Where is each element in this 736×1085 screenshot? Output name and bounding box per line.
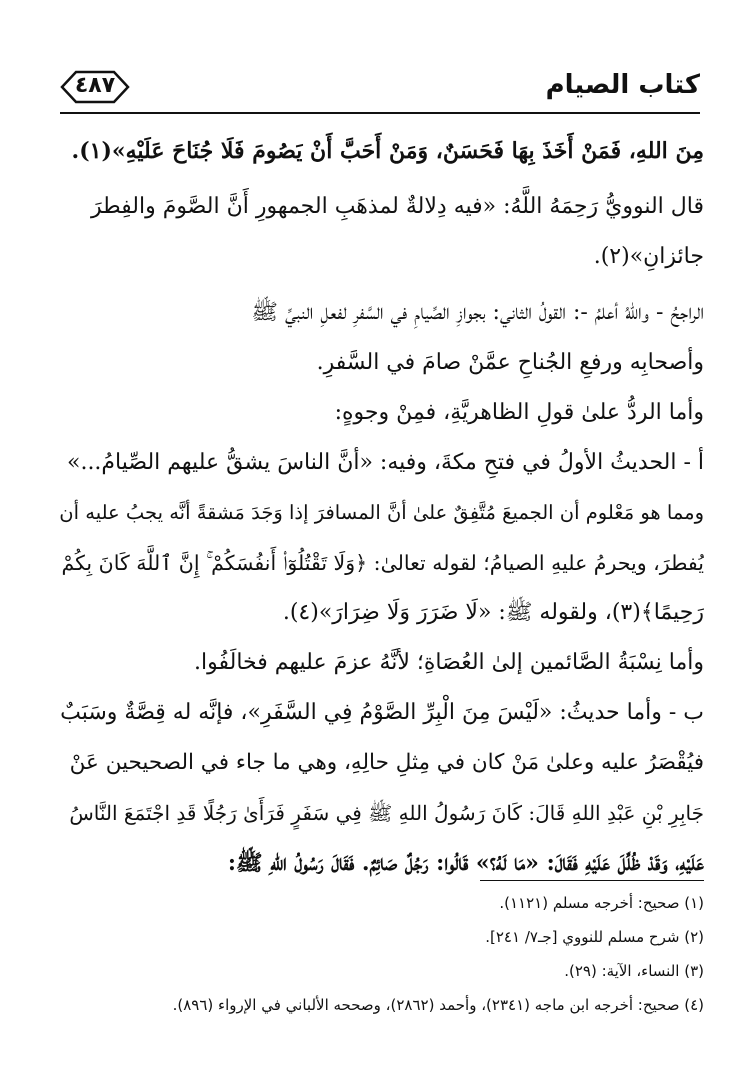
text-line: الراجحُ - واللهُ أعلمُ -: القولُ الثاني: بجوازِ الصِّيامِ في السَّفرِ لفعلِ النبيِّ ﷺ (251, 300, 704, 325)
text-line: وأما الردُّ علىٰ قولِ الظاهريَّةِ، فمِنْ وجوهٍ: (334, 400, 704, 425)
text-line: عَلَيْهِ، وَقَدْ ظُلِّلَ عَلَيْهِ فَقَالَ: «مَا لَهُ؟» قَالُوا: رَجُلٌ صَائِمٌ. فَقَالَ رَسُولُ اللهِ ﷺ: (227, 850, 704, 876)
text-line: فيُقْصَرُ عليه وعلىٰ مَنْ كان في مِثلِ حالِهِ، وهي ما جاء في الصحيحين عَنْ (69, 750, 704, 775)
main-text (56, 126, 704, 888)
text-line: قال النوويُّ رَحِمَهُ اللَّهُ: «فيه دِلالةٌ لمذهَبِ الجمهورِ أَنَّ الصَّومَ والفِطرَ (90, 194, 704, 219)
header-divider (60, 112, 700, 114)
text-line: رَحِيمًا﴾(٣)، ولقوله ﷺ: «لَا ضَرَرَ وَلَا ضِرَارَ»(٤). (282, 600, 704, 625)
footnote: (١) صحيح: أخرجه مسلم (١١٢١). (499, 894, 704, 912)
footnote-divider (480, 880, 704, 881)
footnote: (٢) شرح مسلم للنووي [جـ٧/ ٢٤١]. (485, 928, 704, 946)
text-line: جَابِرِ بْنِ عَبْدِ اللهِ قَالَ: كَانَ رَسُولُ اللهِ ﷺ فِي سَفَرٍ فَرَأَىٰ رَجُلًا قَدِ اجْتَمَعَ النَّاسُ (69, 801, 704, 825)
text-line: أ - الحديثُ الأولُ في فتحِ مكةَ، وفيه: «أنَّ الناسَ يشقُّ عليهم الصِّيامُ...» (66, 450, 704, 475)
footnotes (56, 886, 704, 1022)
page-number-badge (60, 70, 130, 104)
text-line: وأما نِسْبَةُ الصَّائمين إلىٰ العُصَاةِ؛ لأنَّهُ عزمَ عليهم فخالَفُوا. (194, 650, 704, 675)
text-line: مِنَ اللهِ، فَمَنْ أَخَذَ بِهَا فَحَسَنٌ، وَمَنْ أَحَبَّ أَنْ يَصُومَ فَلَا جُنَاحَ عَلَيْهِ»(١). (71, 138, 704, 164)
footnote: (٤) صحيح: أخرجه ابن ماجه (٢٣٤١)، وأحمد (٢٨٦٢)، وصححه الألباني في الإرواء (٨٩٦). (172, 996, 704, 1014)
text-line: ب - وأما حديثُ: «لَيْسَ مِنَ الْبِرِّ الصَّوْمُ فِي السَّفَرِ»، فإنَّه له قِصَّةٌ وسَبَبٌ (60, 700, 704, 725)
page-number: ٤٨٧ (74, 73, 116, 98)
book-title: كتاب الصيام (545, 70, 700, 100)
text-line: ومما هو مَعْلوم أن الجميعَ مُتَّفِقٌ علىٰ أنَّ المسافرَ إذا وَجَدَ مَشقةً أنَّه يجبُ عليه أن (59, 501, 704, 524)
footnote: (٣) النساء، الآية: (٢٩). (564, 962, 704, 980)
page-header (60, 64, 700, 112)
text-line: جائزانِ»(٢). (593, 244, 704, 269)
text-line: يُفطرَ، ويحرمُ عليهِ الصيامُ؛ لقوله تعالىٰ: ﴿وَلَا تَقْتُلُوٓا۟ أَنفُسَكُمْ ۚ إِنَّ ٱللَّهَ كَانَ بِكُمْ (61, 551, 704, 575)
text-line: وأصحابِه ورفعِ الجُناحِ عمَّنْ صامَ في السَّفرِ. (316, 350, 704, 375)
